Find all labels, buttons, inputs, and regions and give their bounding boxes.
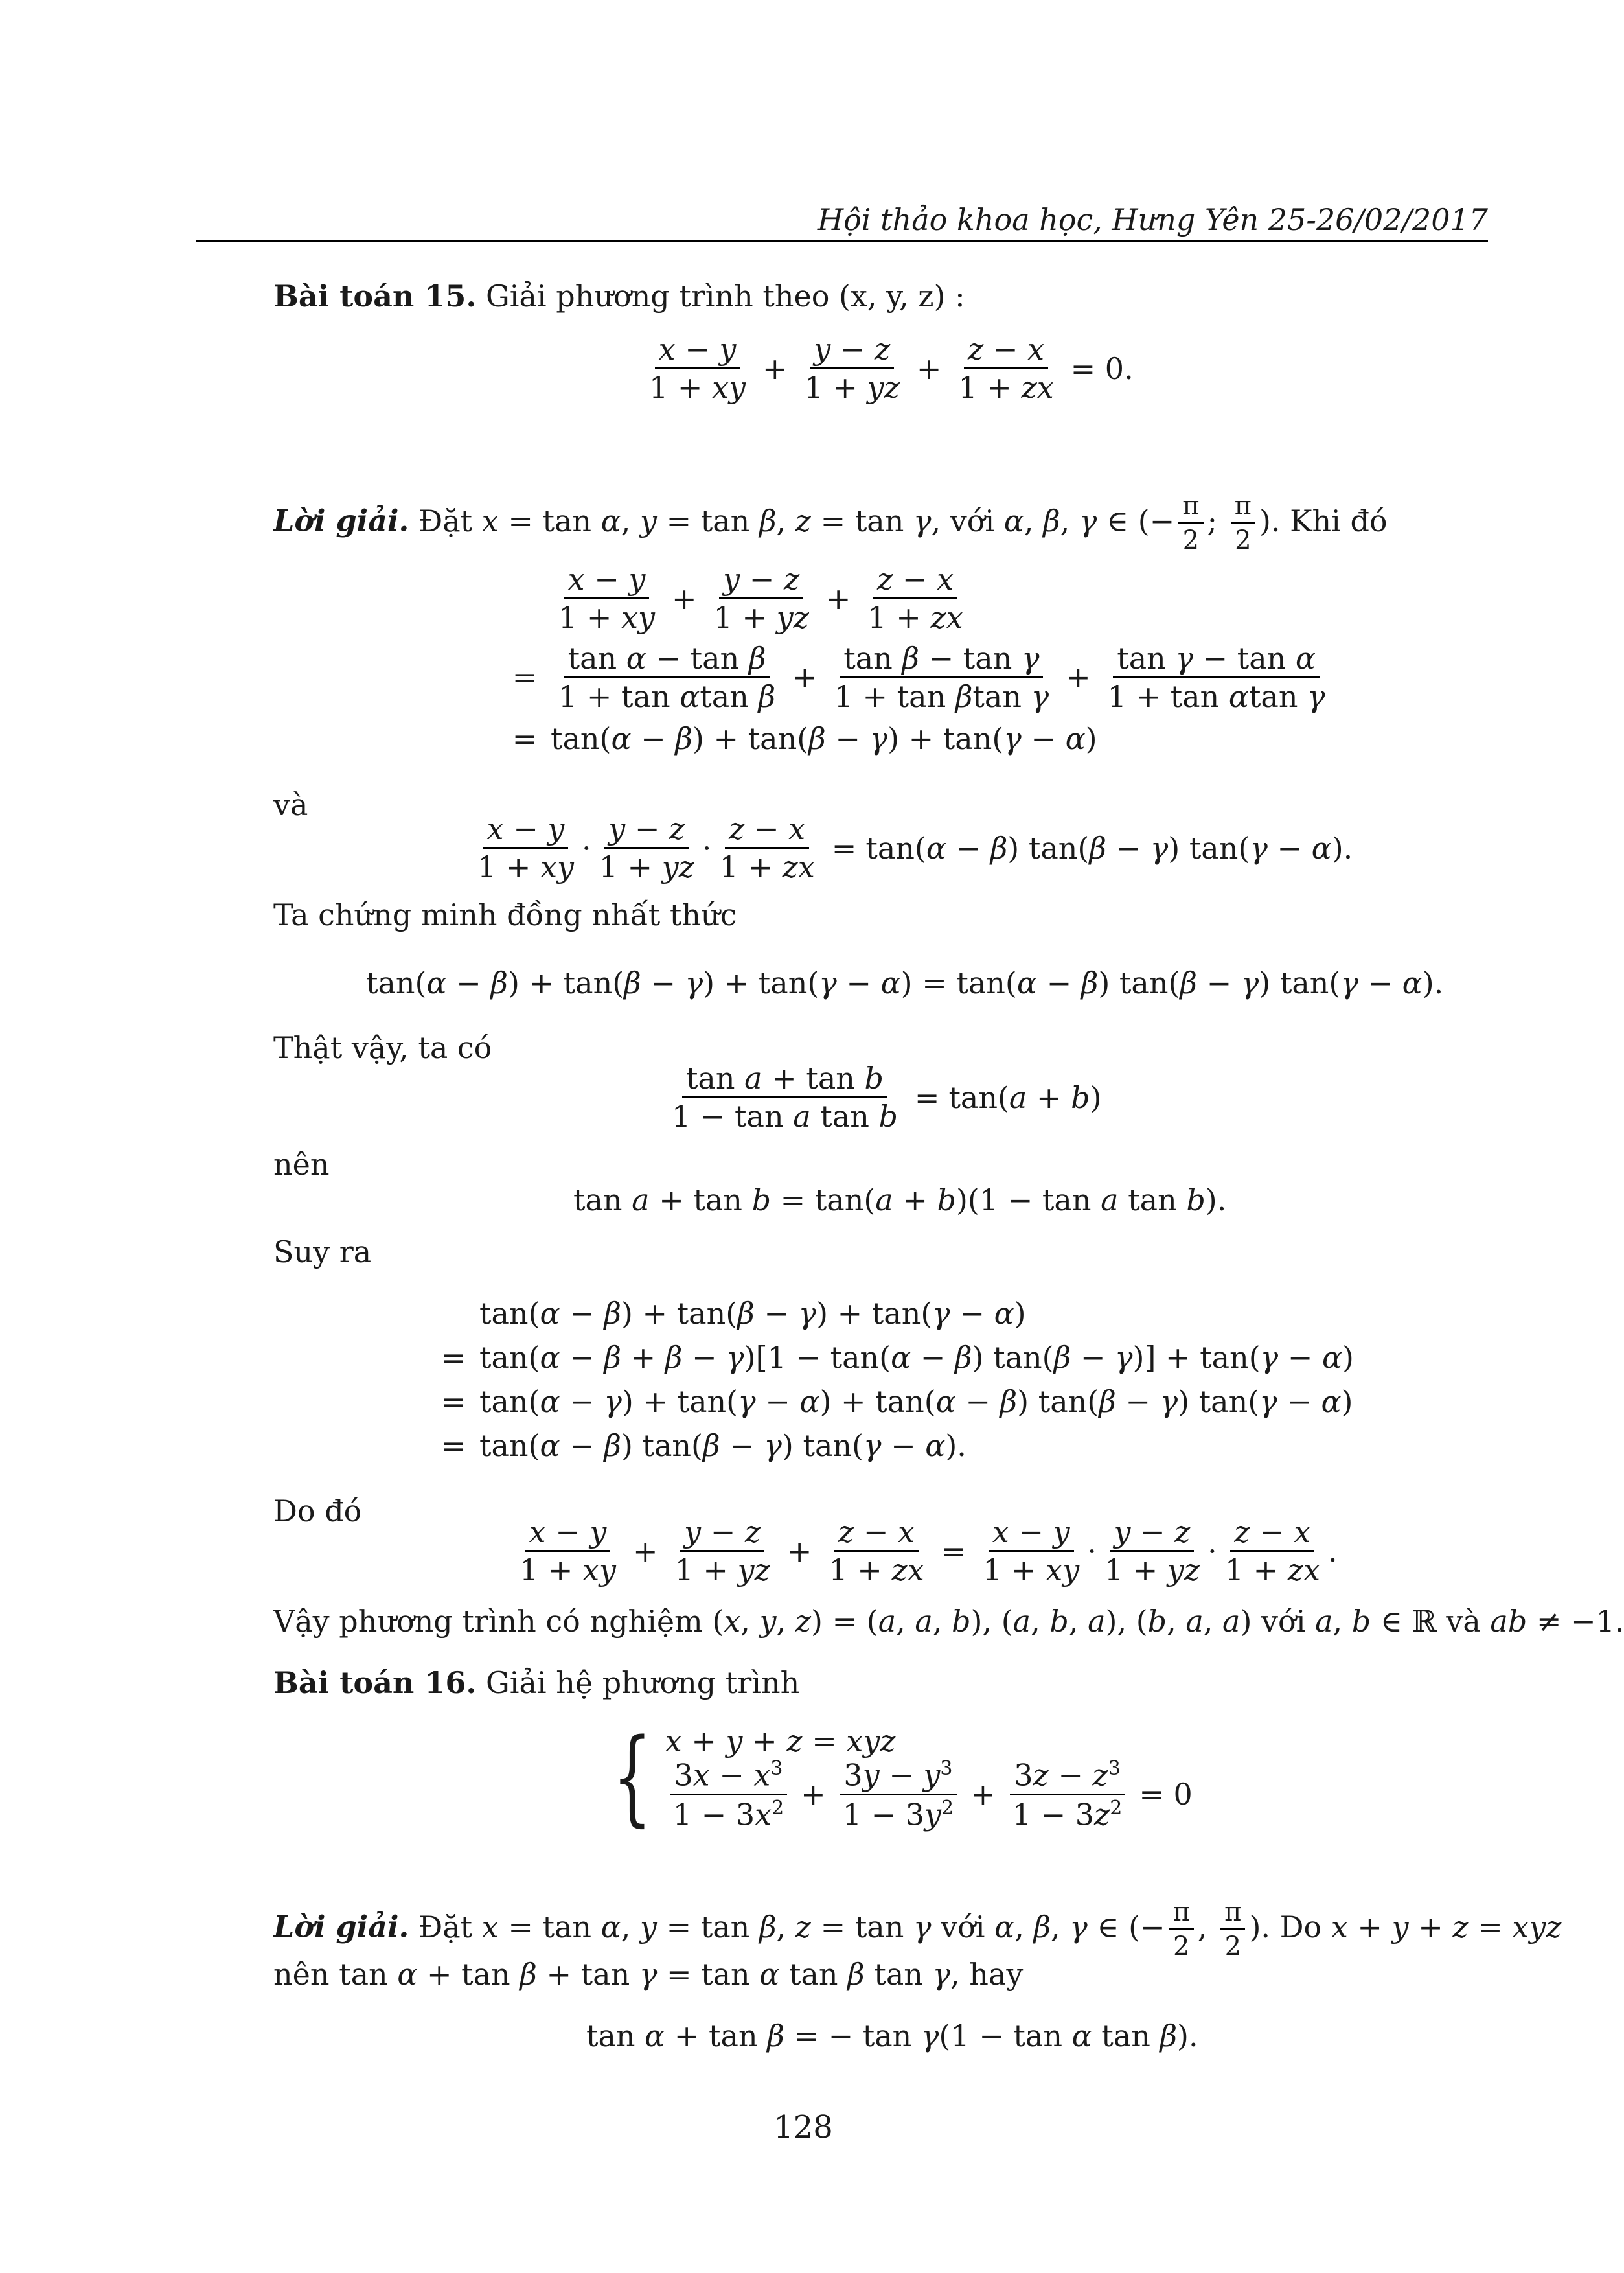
product-equation: $\frac{x - y}{1 + xy}$ · $\frac{y - z}{1 + yz}$ · $\frac{z - x}{1 + zx}$ = tan(α − β) tan(β − γ) tan(γ − α).: [477, 811, 1353, 885]
conclusion: Vậy phương trình có nghiệm (x, y, z) = (a, a, b), (a, b, a), (b, a, a) với a, b ∈ ℝ và ab ≠ −1.: [273, 1604, 1624, 1639]
addition-formula: $\frac{\text{tan a + tan b}}{\text{1 − tan a tan b}}$ = tan(a + b): [672, 1061, 1102, 1135]
chain-line-4: = tan(α − β) tan(β − γ) tan(γ − α).: [440, 1428, 966, 1463]
identity-equation: tan(α − β) + tan(β − γ) + tan(γ − α) = tan(α − β) tan(β − γ) tan(γ − α).: [366, 965, 1444, 1000]
expansion-line-2: = $\frac{\text{tan α − tan β}}{\text{1 + tan αtan β}}$ + $\frac{\text{tan β − tan γ}}{\text{1 + tan βtan γ}}$ + $\frac{\text{tan γ − tan α}}{\text{1 + tan αtan γ}}$: [512, 640, 1325, 714]
problem-15: [273, 279, 965, 314]
chain-line-2: = tan(α − β + β − γ)[1 − tan(α − β) tan(β − γ)] + tan(γ − α): [440, 1340, 1354, 1375]
solution-15-intro: [273, 492, 1388, 554]
page-number: 128: [773, 2109, 833, 2145]
solution-16-label: Lời giải.: [273, 1909, 409, 1944]
solution-16-line2: nên tan α + tan β + tan γ = tan α tan β tan γ, hay: [273, 1957, 1024, 1992]
final-equation: $\frac{x - y}{1 + xy}$ + $\frac{y - z}{1 + yz}$ + $\frac{z - x}{1 + zx}$ = $\frac{x - y}{1 + xy}$ · $\frac{y - z}{1 + yz}$ · $\frac{z - x}{1 + zx}$ .: [520, 1514, 1338, 1588]
expansion-line-1: $\frac{x - y}{1 + xy}$ + $\frac{y - z}{1 + yz}$ + $\frac{z - x}{1 + zx}$: [558, 562, 963, 636]
derivation-chain: [428, 1296, 1354, 1463]
system-equations: { x + y + z = xyz $\frac{3x - x^3}{1 - 3x^2}$ + $\frac{3y - y^3}{1 - 3y^2}$ + $\frac{3z - z^3}{1 - 3z^2}$ = 0: [612, 1716, 1193, 1838]
problem-15-equation: $\frac{x - y}{1 + xy}$ + $\frac{y - z}{1 + yz}$ + $\frac{z - x}{1 + zx}$ = 0.: [649, 332, 1134, 406]
solution-16-intro: Lời giải. Đặt x = tan α, y = tan β, z = tan γ với α, β, γ ∈ (− $\frac{\pi}{2}$ , $\frac{\pi}{2}$ ). Do x + y + z = xyz: [273, 1897, 1562, 1961]
problem-15-label: Bài toán 15.: [273, 279, 477, 314]
therefore-text: Do đó: [273, 1494, 362, 1529]
so-text: nên: [273, 1147, 330, 1182]
problem-16-text: Giải hệ phương trình: [486, 1665, 800, 1700]
problem-16-label: Bài toán 16.: [273, 1665, 477, 1700]
chain-line-1: tan(α − β) + tan(β − γ) + tan(γ − α): [479, 1296, 1026, 1331]
expansion-line-3: = tan(α − β) + tan(β − γ) + tan(γ − α): [512, 721, 1097, 757]
brace-icon: {: [612, 1716, 652, 1838]
solution-15-label: Lời giải.: [273, 503, 409, 538]
problem-16: [273, 1665, 799, 1700]
problem-15-text: Giải phương trình theo (x, y, z) :: [486, 279, 965, 314]
prove-text: Ta chứng minh đồng nhất thức: [273, 897, 737, 932]
solution-15-intro-text: Đặt x = tan α, y = tan β, z = tan γ, với α, β, γ ∈ (− $\frac{\pi}{2}$ ; $\frac{\pi}{2}$ ). Khi đó: [418, 491, 1388, 555]
and-word: và: [273, 787, 308, 822]
chain-line-3: = tan(α − γ) + tan(γ − α) + tan(α − β) tan(β − γ) tan(γ − α): [440, 1384, 1353, 1419]
addition-formula-2: tan a + tan b = tan(a + b)(1 − tan a tan b).: [573, 1183, 1227, 1217]
running-header: Hội thảo khoa học, Hưng Yên 25-26/02/2017: [817, 202, 1488, 237]
hence-text: Suy ra: [273, 1234, 372, 1269]
indeed-text: Thật vậy, ta có: [273, 1030, 492, 1065]
solution-16-equation: tan α + tan β = − tan γ(1 − tan α tan β).: [586, 2018, 1198, 2053]
header-rule: [196, 240, 1488, 242]
solution-15-expansion: [499, 564, 1333, 756]
